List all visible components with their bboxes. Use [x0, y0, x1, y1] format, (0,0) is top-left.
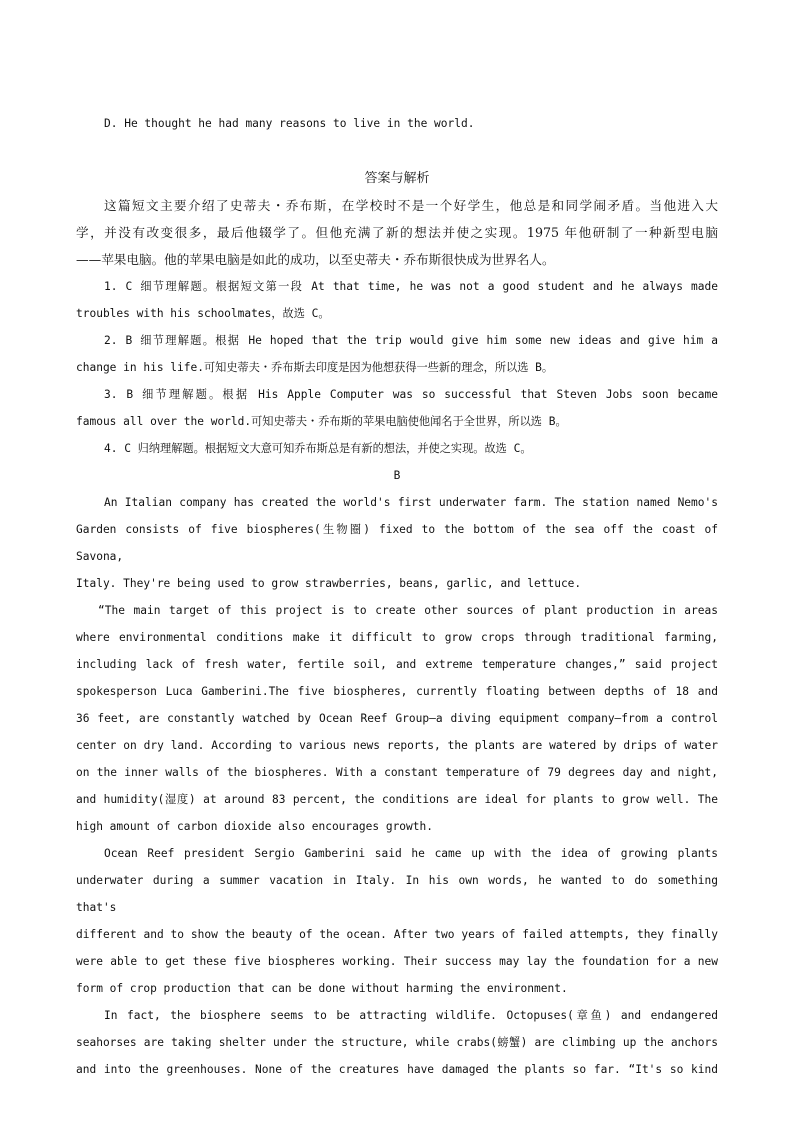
answer-list — [76, 273, 718, 462]
passage-line: were able to get these five biospheres working. Their success may lay the foundation for a new — [76, 955, 718, 968]
answer-line: 3. B 细节理解题。根据 His Apple Computer was so successful that Steven Jobs soon became — [104, 388, 718, 401]
summary-line: ——苹果电脑。他的苹果电脑是如此的成功，以至史蒂夫・乔布斯很快成为世界名人。 — [76, 252, 555, 267]
passage-line: and into the greenhouses. None of the creatures have damaged the plants so far. “It's so kind — [76, 1063, 718, 1076]
passage-line: on the inner walls of the biospheres. With a constant temperature of 79 degrees day and night, — [76, 766, 718, 779]
passage-line: where environmental conditions make it difficult to grow crops through traditional farming, — [76, 631, 718, 644]
passage-line: including lack of fresh water, fertile soil, and extreme temperature changes,” said project — [76, 658, 718, 671]
passage-line: high amount of carbon dioxide also encourages growth. — [76, 820, 433, 833]
answer-summary — [76, 192, 718, 273]
passage-line: “The main target of this project is to create other sources of plant production in areas — [98, 604, 718, 617]
summary-line: 学，并没有改变很多，最后他辍学了。但他充满了新的想法并使之实现。1975 年他研制了一种新型电脑 — [76, 225, 718, 240]
passage-line: form of crop production that can be done without harming the environment. — [76, 982, 568, 995]
passage-line: spokesperson Luca Gamberini.The five biospheres, currently floating between depths of 18 and — [76, 685, 718, 698]
passage-line: seahorses are taking shelter under the structure, while crabs(螃蟹) are climbing up the anchors — [76, 1036, 718, 1049]
answer-item — [76, 327, 718, 381]
passage-paragraph — [76, 597, 718, 840]
passage-line: and humidity(湿度) at around 83 percent, the conditions are ideal for plants to grow well. The — [76, 793, 718, 806]
document-page — [76, 110, 718, 1083]
passage-line: center on dry land. According to various news reports, the plants are watered by drips of water — [76, 739, 718, 752]
passage-line: Ocean Reef president Sergio Gamberini said he came up with the idea of growing plants — [104, 847, 718, 860]
passage-paragraph — [76, 1002, 718, 1083]
passage-paragraph — [76, 489, 718, 597]
answer-item — [76, 381, 718, 435]
passage-line: different and to show the beauty of the ocean. After two years of failed attempts, they finally — [76, 928, 718, 941]
passage-b-body — [76, 489, 718, 1083]
passage-line: underwater during a summer vacation in Italy. In his own words, he wanted to do something that's — [76, 874, 718, 914]
passage-line: Italy. They're being used to grow strawberries, beans, garlic, and lettuce. — [76, 577, 582, 590]
answer-item — [76, 435, 718, 462]
answer-line: 1. C 细节理解题。根据短文第一段 At that time, he was not a good student and he always made — [104, 280, 718, 293]
passage-line: In fact, the biosphere seems to be attracting wildlife. Octopuses(章鱼) and endangered — [104, 1009, 718, 1022]
answer-line: famous all over the world.可知史蒂夫・乔布斯的苹果电脑使他闻名于全世界，所以选 B。 — [76, 415, 567, 428]
question-option-d: D. He thought he had many reasons to live in the world. — [104, 117, 475, 130]
passage-line: An Italian company has created the world's first underwater farm. The station named Nemo's — [104, 496, 718, 509]
answer-section-heading: 答案与解析 — [364, 171, 430, 186]
passage-line: 36 feet, are constantly watched by Ocean Reef Group—a diving equipment company—from a control — [76, 712, 718, 725]
summary-line: 这篇短文主要介绍了史蒂夫・乔布斯，在学校时不是一个好学生，他总是和同学闹矛盾。当他进入大 — [104, 198, 718, 213]
answer-line: 2. B 细节理解题。根据 He hoped that the trip would give him some new ideas and give him a — [104, 334, 718, 347]
passage-line: Garden consists of five biospheres(生物圈) fixed to the bottom of the sea off the coast of Savona, — [76, 523, 718, 563]
passage-b-heading: B — [393, 469, 401, 482]
answer-line: change in his life.可知史蒂夫・乔布斯去印度是因为他想获得一些新的理念，所以选 B。 — [76, 361, 554, 374]
answer-line: 4. C 归纳理解题。根据短文大意可知乔布斯总是有新的想法，并使之实现。故选 C。 — [104, 442, 532, 455]
answer-line: troubles with his schoolmates，故选 C。 — [76, 307, 330, 320]
answer-item — [76, 273, 718, 327]
passage-paragraph — [76, 840, 718, 1002]
